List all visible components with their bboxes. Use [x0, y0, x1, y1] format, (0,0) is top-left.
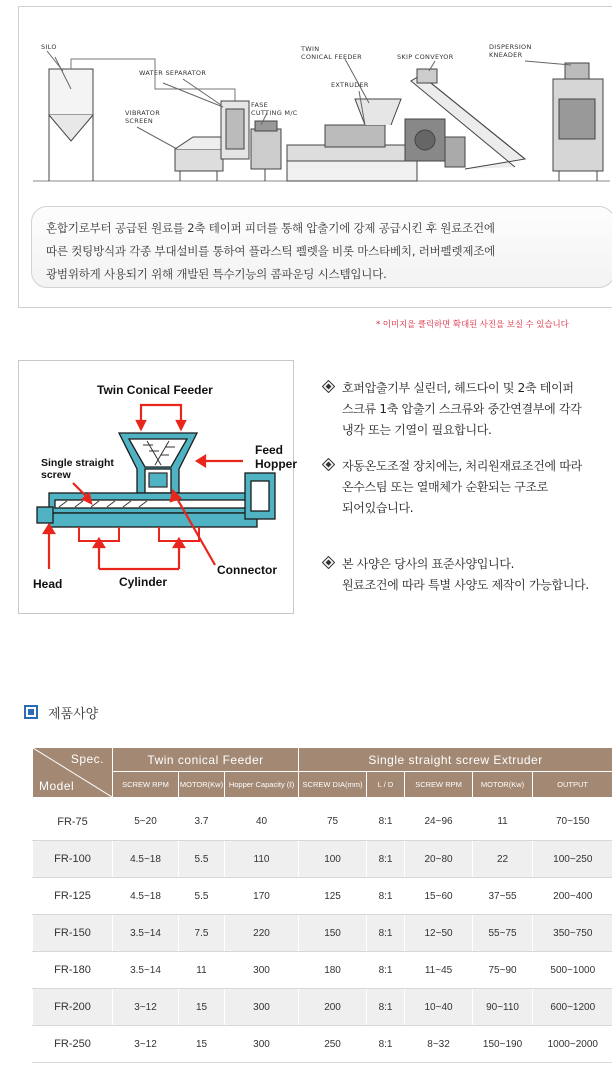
table-cell: 3.7: [179, 804, 225, 841]
spec-table: [32, 747, 612, 1063]
table-cell: 8:1: [367, 915, 405, 952]
column-header: MOTOR(Kw): [179, 772, 225, 798]
table-cell: 200: [299, 989, 367, 1026]
group-header-single-extruder: Single straight screw Extruder: [299, 748, 612, 772]
table-cell: 3~12: [113, 989, 179, 1026]
table-cell: 5.5: [179, 878, 225, 915]
bullet-line: 되어있습니다.: [342, 501, 414, 515]
bullet-line: 자동온도조절 장치에는, 처리원재료조건에 따라: [342, 459, 582, 473]
table-cell: 8:1: [367, 989, 405, 1026]
table-cell: 8:1: [367, 878, 405, 915]
column-header: Hopper Capacity (ℓ): [225, 772, 299, 798]
label-head: Head: [33, 577, 63, 591]
table-cell: 8:1: [367, 1026, 405, 1063]
table-cell: 15~60: [405, 878, 473, 915]
description-line: 혼합기로부터 공급된 원료를 2축 테이퍼 피더를 통해 압출기에 강제 공급시킨 후 원료조건에: [46, 221, 495, 235]
table-cell: 3.5~14: [113, 915, 179, 952]
label-vibrator-screen-2: SCREEN: [125, 117, 154, 125]
spec-model-corner-header: [33, 748, 113, 798]
table-cell: 75~90: [473, 952, 533, 989]
table-cell: 200~400: [533, 878, 612, 915]
table-row: [33, 989, 612, 1026]
table-row: [33, 1026, 612, 1063]
table-cell: 600~1200: [533, 989, 612, 1026]
model-cell: FR-180: [33, 952, 113, 989]
label-silo: SILO: [41, 43, 57, 51]
table-cell: 5.5: [179, 841, 225, 878]
label-connector: Connector: [217, 563, 277, 577]
table-cell: 170: [225, 878, 299, 915]
table-cell: 4.5~18: [113, 878, 179, 915]
table-row: [33, 952, 612, 989]
label-feed-hopper-2: Hopper: [255, 457, 297, 471]
table-cell: 8:1: [367, 841, 405, 878]
table-cell: 180: [299, 952, 367, 989]
table-cell: 100~250: [533, 841, 612, 878]
table-cell: 4.5~18: [113, 841, 179, 878]
spec-table-body: [33, 798, 612, 1063]
model-cell: FR-150: [33, 915, 113, 952]
table-cell: 24~96: [405, 804, 473, 841]
diamond-bullet-icon: [322, 380, 335, 393]
table-cell: 12~50: [405, 915, 473, 952]
description-line: 광범위하게 사용되기 위해 개발된 특수기능의 콤파운딩 시스템입니다.: [46, 267, 387, 281]
label-skip-conveyor: SKIP CONVEYOR: [397, 53, 454, 61]
table-cell: 3~12: [113, 1026, 179, 1063]
bullet-line: 온수스팀 또는 열매체가 순환되는 구조로: [342, 480, 549, 494]
table-cell: 11: [179, 952, 225, 989]
diamond-bullet-icon: [322, 556, 335, 569]
label-fase-cutting-2: CUTTING M/C: [251, 109, 298, 117]
click-to-enlarge-notice: * 이미지을 클릭하면 확대된 사진을 보실 수 있습니다: [376, 320, 569, 330]
table-row: [33, 804, 612, 841]
table-row: [33, 915, 612, 952]
column-header: SCREW DIA(mm): [299, 772, 367, 798]
table-cell: 15: [179, 1026, 225, 1063]
corner-spec-label: Spec.: [70, 752, 104, 766]
model-cell: FR-75: [33, 804, 113, 841]
bullet-line: 호퍼압출기부 실린더, 헤드다이 및 2축 테이퍼: [342, 381, 574, 395]
table-cell: 10~40: [405, 989, 473, 1026]
plant-description-box: [31, 206, 612, 288]
corner-model-label: Model: [39, 779, 75, 793]
table-cell: 90~110: [473, 989, 533, 1026]
table-cell: 250: [299, 1026, 367, 1063]
table-cell: 100: [299, 841, 367, 878]
label-feed-hopper-1: Feed: [255, 443, 284, 457]
model-cell: FR-125: [33, 878, 113, 915]
table-cell: 500~1000: [533, 952, 612, 989]
column-header: OUTPUT: [533, 772, 612, 798]
label-water-separator: WATER SEPARATOR: [139, 69, 207, 77]
group-header-twin-feeder: Twin conical Feeder: [113, 748, 299, 772]
table-cell: 350~750: [533, 915, 612, 952]
label-cylinder: Cylinder: [119, 575, 168, 589]
bullet-line: 본 사양은 당사의 표준사양입니다.: [342, 557, 515, 571]
table-cell: 7.5: [179, 915, 225, 952]
table-row: [33, 878, 612, 915]
table-cell: 150~190: [473, 1026, 533, 1063]
square-bullet-icon: [24, 705, 38, 719]
table-cell: 300: [225, 952, 299, 989]
column-header: SCREW RPM: [113, 772, 179, 798]
table-cell: 15: [179, 989, 225, 1026]
table-cell: 11~45: [405, 952, 473, 989]
table-cell: 11: [473, 804, 533, 841]
plant-layout-panel: [18, 6, 612, 308]
column-header: MOTOR(Kw): [473, 772, 533, 798]
label-dispersion-1: DISPERSION: [489, 43, 532, 51]
table-cell: 110: [225, 841, 299, 878]
extruder-diagram-panel: [18, 360, 297, 614]
label-twin-feeder-1: TWIN: [301, 45, 320, 53]
label-extruder: EXTRUDER: [331, 81, 369, 89]
table-cell: 220: [225, 915, 299, 952]
label-fase-cutting-1: FASE: [251, 101, 269, 109]
label-dispersion-2: KNEADER: [489, 51, 523, 59]
table-cell: 150: [299, 915, 367, 952]
table-cell: 20~80: [405, 841, 473, 878]
model-cell: FR-100: [33, 841, 113, 878]
bullet-line: 냉각 또는 기열이 필요합니다.: [342, 423, 492, 437]
description-line: 따른 컷팅방식과 각종 부대설비를 통하여 플라스틱 펠렛을 비롯 마스타베치, 러버펠렛제조에: [46, 244, 496, 258]
table-cell: 8:1: [367, 804, 405, 841]
model-cell: FR-250: [33, 1026, 113, 1063]
column-header: SCREW RPM: [405, 772, 473, 798]
table-cell: 22: [473, 841, 533, 878]
table-cell: 5~20: [113, 804, 179, 841]
table-cell: 8:1: [367, 952, 405, 989]
table-cell: 300: [225, 1026, 299, 1063]
table-cell: 37~55: [473, 878, 533, 915]
label-twin-feeder-2: CONICAL FEEDER: [301, 53, 362, 61]
table-cell: 3.5~14: [113, 952, 179, 989]
column-header: L / D: [367, 772, 405, 798]
table-cell: 70~150: [533, 804, 612, 841]
table-cell: 75: [299, 804, 367, 841]
spec-title: 제품사양: [48, 707, 99, 722]
label-twin-conical-feeder: Twin Conical Feeder: [97, 383, 213, 397]
plant-layout-drawing[interactable]: [25, 9, 612, 201]
table-cell: 1000~2000: [533, 1026, 612, 1063]
label-single-screw-2: screw: [41, 469, 71, 481]
label-single-screw-1: Single straight: [41, 457, 114, 469]
bullet-line: 원료조건에 따라 특별 사양도 제작이 가능합니다.: [342, 578, 589, 592]
diamond-bullet-icon: [322, 458, 335, 471]
bullet-line: 스크류 1축 압출기 스크류와 중간연결부에 각각: [342, 402, 582, 416]
table-cell: 125: [299, 878, 367, 915]
table-cell: 8~32: [405, 1026, 473, 1063]
label-vibrator-screen-1: VIBRATOR: [125, 109, 161, 117]
table-cell: 40: [225, 804, 299, 841]
table-cell: 300: [225, 989, 299, 1026]
table-row: [33, 841, 612, 878]
model-cell: FR-200: [33, 989, 113, 1026]
table-cell: 55~75: [473, 915, 533, 952]
